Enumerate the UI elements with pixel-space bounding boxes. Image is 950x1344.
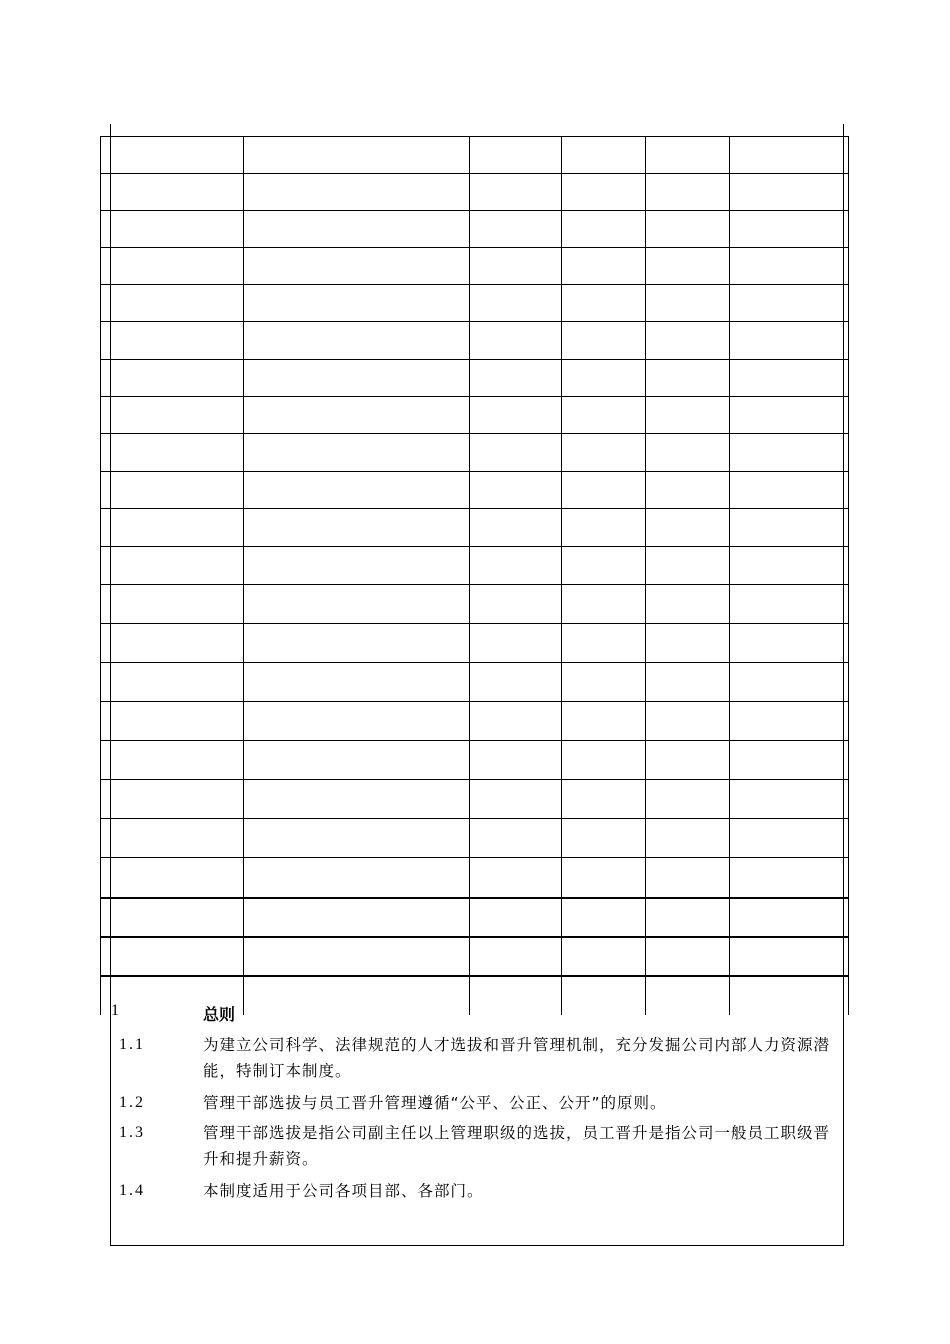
table-cell (562, 937, 646, 976)
table-cell (111, 248, 244, 285)
table-cell (844, 509, 849, 547)
table-cell (244, 547, 470, 585)
table-cell (646, 174, 730, 211)
item-number: 1.2 (119, 1094, 145, 1111)
table-row (101, 624, 849, 663)
table-cell (244, 741, 470, 780)
table-cell (470, 702, 562, 741)
table-cell (470, 211, 562, 248)
table-cell (730, 472, 844, 509)
table-cell (470, 547, 562, 585)
table-cell (844, 624, 849, 663)
table-row (101, 322, 849, 360)
table-cell (470, 360, 562, 397)
table-cell (244, 285, 470, 322)
list-item (111, 1120, 845, 1172)
item-text: 为建立公司科学、法律规范的人才选拔和晋升管理机制，充分发掘公司内部人力资源潜能，特制订本制度。 (203, 1036, 831, 1080)
table-cell (470, 322, 562, 360)
table-cell (730, 211, 844, 248)
table-cell (646, 624, 730, 663)
table-cell (646, 397, 730, 434)
item-number: 1.4 (119, 1182, 145, 1199)
table-cell (646, 702, 730, 741)
table-cell (730, 360, 844, 397)
table-cell (244, 322, 470, 360)
table-cell (101, 547, 111, 585)
table-cell (101, 322, 111, 360)
table-cell (111, 663, 244, 702)
table-cell (470, 397, 562, 434)
table-cell (562, 741, 646, 780)
table-cell (470, 137, 562, 174)
table-cell (844, 663, 849, 702)
table-cell (562, 780, 646, 819)
table-cell (111, 322, 244, 360)
table-cell (111, 547, 244, 585)
table-cell (844, 248, 849, 285)
table-cell (244, 898, 470, 937)
table-cell (730, 741, 844, 780)
table-cell (844, 858, 849, 899)
table-cell (470, 248, 562, 285)
table-cell (101, 509, 111, 547)
table-cell (111, 898, 244, 937)
table-cell (101, 780, 111, 819)
table-cell (101, 585, 111, 624)
table-cell (111, 585, 244, 624)
table-row (101, 898, 849, 937)
table-cell (244, 780, 470, 819)
table-cell (470, 663, 562, 702)
table-cell (844, 360, 849, 397)
table-cell (111, 509, 244, 547)
table-cell (470, 434, 562, 472)
table-cell (562, 174, 646, 211)
table-cell (101, 248, 111, 285)
table-cell (101, 137, 111, 174)
table-cell (730, 285, 844, 322)
table-cell (101, 702, 111, 741)
table-cell (730, 624, 844, 663)
table-row (101, 137, 849, 174)
table-row (101, 547, 849, 585)
table-body (101, 137, 849, 1016)
table-cell (101, 937, 111, 976)
table-cell (101, 858, 111, 899)
table-cell (562, 322, 646, 360)
table-cell (844, 976, 849, 1015)
table-cell (111, 360, 244, 397)
section-number: 1 (111, 1002, 119, 1019)
table-cell (470, 858, 562, 899)
table-cell (111, 397, 244, 434)
table-cell (844, 780, 849, 819)
table-cell (470, 819, 562, 858)
list-item (111, 1178, 845, 1204)
table-cell (111, 174, 244, 211)
table-cell (562, 360, 646, 397)
table-cell (646, 509, 730, 547)
table-cell (730, 585, 844, 624)
table-cell (646, 741, 730, 780)
table-cell (646, 858, 730, 899)
table-cell (111, 285, 244, 322)
table-cell (844, 397, 849, 434)
table-cell (244, 509, 470, 547)
table-cell (844, 547, 849, 585)
table-cell (244, 937, 470, 976)
table-cell (111, 434, 244, 472)
table-cell (101, 211, 111, 248)
section-general (110, 998, 844, 1246)
table-cell (730, 248, 844, 285)
item-number: 1.3 (119, 1124, 145, 1141)
table-row (101, 937, 849, 976)
table-row (101, 780, 849, 819)
table-cell (244, 137, 470, 174)
table-cell (844, 898, 849, 937)
table-cell (562, 248, 646, 285)
table-cell (111, 472, 244, 509)
table-cell (101, 819, 111, 858)
table-cell (470, 741, 562, 780)
item-number: 1.1 (119, 1036, 145, 1053)
item-text: 管理干部选拔是指公司副主任以上管理职级的选拔，员工晋升是指公司一般员工职级晋升和提升薪资。 (203, 1124, 831, 1168)
table-cell (111, 741, 244, 780)
table-row (101, 702, 849, 741)
table-cell (730, 663, 844, 702)
table-cell (244, 702, 470, 741)
table-cell (244, 434, 470, 472)
table-cell (646, 211, 730, 248)
table-cell (101, 976, 111, 1015)
table-cell (111, 137, 244, 174)
table-cell (562, 472, 646, 509)
table-cell (730, 509, 844, 547)
table-cell (844, 585, 849, 624)
table-cell (244, 360, 470, 397)
table-cell (730, 137, 844, 174)
table-cell (562, 211, 646, 248)
table-cell (244, 472, 470, 509)
table-cell (244, 663, 470, 702)
table-cell (562, 547, 646, 585)
table-cell (244, 858, 470, 899)
item-text: 管理干部选拔与员工晋升管理遵循“公平、公正、公开”的原则。 (203, 1094, 667, 1112)
table-row (101, 174, 849, 211)
table-cell (111, 858, 244, 899)
table-cell (562, 663, 646, 702)
table-cell (470, 898, 562, 937)
table-cell (111, 937, 244, 976)
table-cell (562, 137, 646, 174)
table-cell (101, 285, 111, 322)
table-row (101, 397, 849, 434)
table-cell (470, 174, 562, 211)
table-cell (730, 322, 844, 360)
table-cell (111, 780, 244, 819)
table-cell (101, 898, 111, 937)
table-cell (646, 137, 730, 174)
table-cell (111, 211, 244, 248)
table-cell (244, 624, 470, 663)
table-row (101, 285, 849, 322)
table-cell (646, 285, 730, 322)
table-row (101, 858, 849, 899)
table-cell (470, 509, 562, 547)
table-cell (244, 174, 470, 211)
table-cell (562, 898, 646, 937)
table-cell (101, 360, 111, 397)
table-cell (844, 434, 849, 472)
table-cell (844, 702, 849, 741)
table-row (101, 248, 849, 285)
table-cell (646, 663, 730, 702)
table-cell (646, 819, 730, 858)
table-cell (730, 819, 844, 858)
table-cell (470, 585, 562, 624)
table-cell (844, 174, 849, 211)
table-cell (646, 898, 730, 937)
table-cell (844, 137, 849, 174)
table-row (101, 741, 849, 780)
table-cell (844, 937, 849, 976)
table-cell (730, 434, 844, 472)
item-text: 本制度适用于公司各项目部、各部门。 (203, 1182, 484, 1200)
table-cell (844, 211, 849, 248)
table-cell (111, 624, 244, 663)
table-cell (646, 360, 730, 397)
table-cell (562, 702, 646, 741)
list-item (111, 1090, 845, 1116)
table-cell (730, 858, 844, 899)
table-cell (101, 663, 111, 702)
table-cell (844, 472, 849, 509)
table-cell (730, 898, 844, 937)
table-cell (562, 624, 646, 663)
table-row (101, 819, 849, 858)
table-cell (470, 780, 562, 819)
table-cell (244, 211, 470, 248)
table-cell (844, 285, 849, 322)
table-cell (470, 472, 562, 509)
table-cell (101, 397, 111, 434)
table-cell (470, 285, 562, 322)
table-row (101, 509, 849, 547)
table-cell (730, 937, 844, 976)
table-cell (730, 174, 844, 211)
table-cell (562, 397, 646, 434)
table-cell (646, 248, 730, 285)
table-cell (844, 819, 849, 858)
table-cell (244, 397, 470, 434)
table-row (101, 472, 849, 509)
table-cell (101, 741, 111, 780)
table-cell (244, 585, 470, 624)
table-cell (730, 780, 844, 819)
table-cell (562, 858, 646, 899)
table-cell (646, 322, 730, 360)
table-cell (111, 819, 244, 858)
table-cell (646, 434, 730, 472)
table-cell (646, 585, 730, 624)
table-row (101, 434, 849, 472)
table-cell (101, 174, 111, 211)
table-cell (562, 509, 646, 547)
table-cell (562, 434, 646, 472)
table-cell (646, 780, 730, 819)
table-row (101, 360, 849, 397)
table-cell (562, 585, 646, 624)
table-cell (101, 472, 111, 509)
table-cell (844, 322, 849, 360)
table-cell (730, 702, 844, 741)
table-cell (244, 819, 470, 858)
table-row (101, 663, 849, 702)
table-cell (101, 624, 111, 663)
empty-form-table (100, 136, 849, 1015)
table-cell (646, 472, 730, 509)
list-item (111, 1032, 845, 1084)
table-cell (730, 397, 844, 434)
table-cell (844, 741, 849, 780)
table-cell (730, 547, 844, 585)
table-row (101, 211, 849, 248)
table-cell (470, 624, 562, 663)
table-cell (470, 937, 562, 976)
table-cell (646, 547, 730, 585)
table-cell (562, 819, 646, 858)
section-title: 总则 (203, 1005, 236, 1024)
table-cell (101, 434, 111, 472)
table-row (101, 585, 849, 624)
table-cell (562, 285, 646, 322)
table-cell (646, 937, 730, 976)
table-cell (111, 702, 244, 741)
table-cell (244, 248, 470, 285)
